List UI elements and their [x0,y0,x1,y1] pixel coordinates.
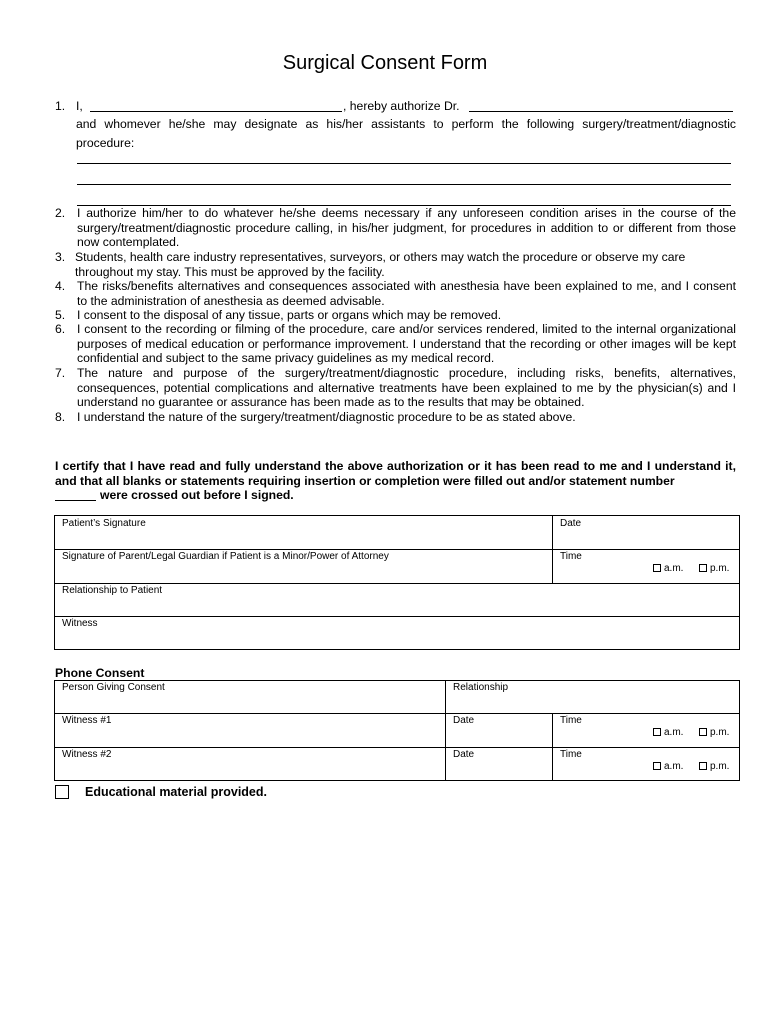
phone-consent-table [54,680,740,781]
am-label: a.m. [664,727,684,738]
item-text: The nature and purpose of the surgery/treatment/diagnostic procedure, including risks, benefits, alternatives, consequences, potential complications and alternative treatments have been explained to me by the physician(s) and I understand no guarantee or assurance has been made as to the results that may be obtained. [77,366,736,410]
statement-number-blank[interactable] [55,500,96,501]
time-label: Time [560,551,582,562]
date-label: Date [453,749,475,760]
relationship-to-patient-label: Relationship to Patient [62,585,163,596]
patient-signature-label: Patient’s Signature [62,518,146,529]
divider [54,747,740,748]
checkbox-icon[interactable] [653,564,661,572]
item-number: 2. [55,206,66,220]
certify-statement: I certify that I have read and fully understand the above authorization or it has been read to me and I understand it, and that all blanks or statements requiring insertion or completion were filled out and/or statement number [55,459,736,488]
pm-option[interactable] [699,727,729,739]
item-text: I understand the nature of the surgery/treatment/diagnostic procedure to be as stated above. [77,410,576,424]
am-option[interactable] [653,563,683,575]
item-text: The risks/benefits alternatives and consequences associated with anesthesia have been explained to me, and I consent to the administration of anesthesia as deemed advisable. [77,279,736,308]
item-number: 6. [55,322,66,336]
checkbox-icon[interactable] [699,762,707,770]
witness1-label: Witness #1 [62,715,112,726]
educational-material-label: Educational material provided. [85,785,267,799]
item1-continuation: and whomever he/she may designate as his/her assistants to perform the following surgery/treatment/diagnostic procedure: [76,117,736,150]
pm-label: p.m. [710,761,730,772]
item-text: Students, health care industry representatives, surveyors, or others may watch the procedure or observe my care throughout my stay. This must be approved by the facility. [75,250,686,279]
doctor-name-blank[interactable] [469,111,733,112]
divider [54,583,740,584]
item-number: 7. [55,366,66,380]
item-text: I consent to the disposal of any tissue, parts or organs which may be removed. [77,308,502,322]
pm-option[interactable] [699,563,729,575]
divider [54,616,740,617]
item1-prefix: I, [76,99,83,113]
item-text: I consent to the recording or filming of the procedure, care and/or services rendered, limited to the internal organizational purposes of medical education or performance improvement. I understand that the recording or other images will be kept confidential and subject to the same privacy guidelines as my medical record. [77,322,736,366]
item-text: I authorize him/her to do whatever he/she deems necessary if any unforeseen condition arises in the course of the surgery/treatment/diagnostic procedure calling, in his/her judgment, for procedures in addition to or different from those now contemplated. [77,206,736,250]
educational-material-checkbox[interactable] [55,785,69,799]
patient-name-blank[interactable] [90,111,342,112]
pm-label: p.m. [710,727,730,738]
item-number: 3. [55,250,66,264]
am-option[interactable] [653,761,683,773]
checkbox-icon[interactable] [699,728,707,736]
witness2-label: Witness #2 [62,749,112,760]
item-number: 5. [55,308,66,322]
procedure-line-1[interactable] [77,163,731,164]
date-label: Date [560,518,582,529]
item-number: 8. [55,410,66,424]
relationship-label: Relationship [453,682,509,693]
pm-label: p.m. [710,563,730,574]
am-label: a.m. [664,761,684,772]
date-label: Date [453,715,475,726]
guardian-signature-label: Signature of Parent/Legal Guardian if Patient is a Minor/Power of Attorney [62,551,389,562]
divider [54,713,740,714]
checkbox-icon[interactable] [653,762,661,770]
procedure-line-2[interactable] [77,184,731,185]
certify-statement-end: were crossed out before I signed. [100,488,294,502]
page-title: Surgical Consent Form [282,52,488,74]
pm-option[interactable] [699,761,729,773]
witness-label: Witness [62,618,98,629]
item-number: 4. [55,279,66,293]
person-giving-consent-label: Person Giving Consent [62,682,165,693]
item1-middle: , hereby authorize Dr. [343,99,460,113]
am-option[interactable] [653,727,683,739]
time-label: Time [560,749,582,760]
am-label: a.m. [664,563,684,574]
divider [54,549,740,550]
checkbox-icon[interactable] [653,728,661,736]
item-number: 1. [55,99,66,113]
divider [552,713,553,781]
time-label: Time [560,715,582,726]
phone-consent-heading: Phone Consent [55,666,145,680]
checkbox-icon[interactable] [699,564,707,572]
divider [552,515,553,583]
divider [445,680,446,781]
